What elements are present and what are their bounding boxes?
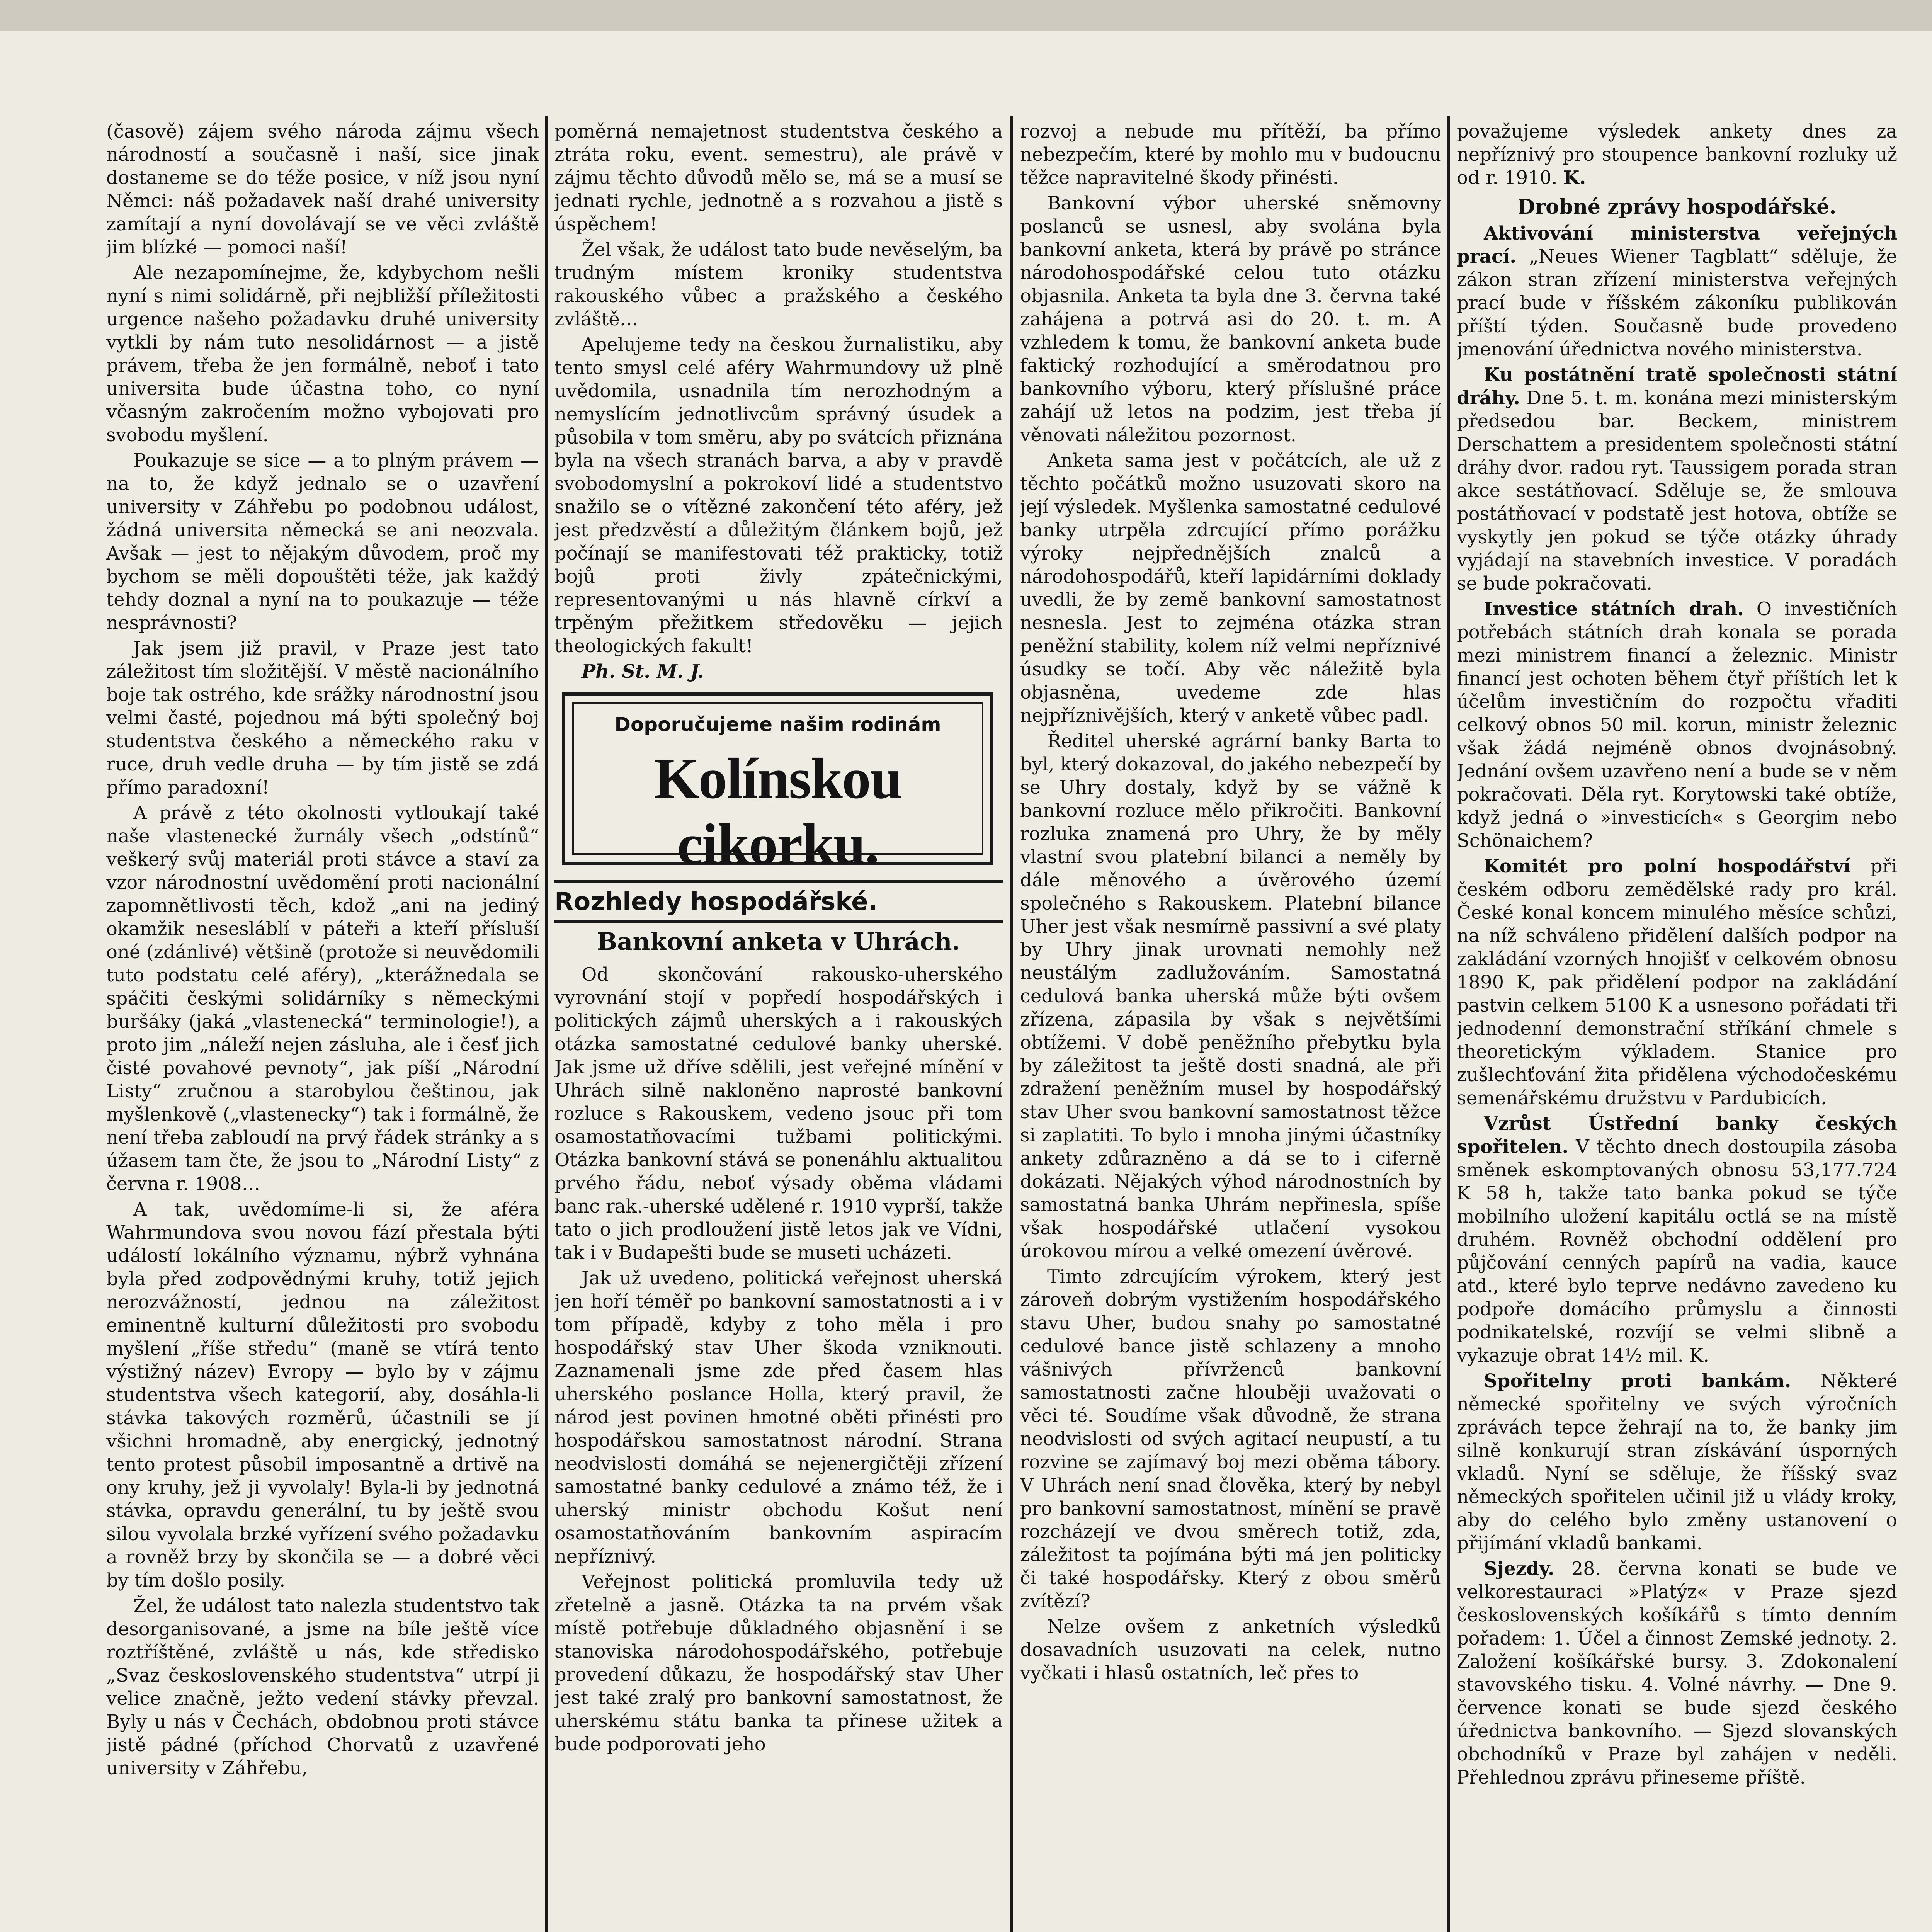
paragraph: rozvoj a nebude mu přítěží, ba přímo nebezpečím, které by mohlo mu v budoucnu těžce napravitelné škody přinésti.	[1020, 121, 1441, 189]
news-item-head: Komitét pro polní hospodářství	[1484, 855, 1851, 877]
paragraph: Apelujeme tedy na českou žurnalistiku, aby tento smysl celé aféry Wahrmundovy už plně uvědomila, usnadnila tím nerozhodným a nemyslícím jednotlivcům správný úsudek a působila v tom směru, aby po svátcích přiznána byla na všech stranách barva, a aby v pravdě svobodomyslní a pokrokoví lidé a studentstvo snažilo se o vítězné zakončení této aféry, jež jest předzvěstí a důležitým článkem bojů, jež počínají se manifestovati též prakticky, totiž bojů proti živly zpátečnickými, representovanými u nás hlavně církví a trpěným přežitkem středověku — jejich theologických fakult!	[554, 334, 1003, 657]
advertisement[interactable]	[562, 692, 993, 876]
news-item-text: při českém odboru zemědělské rady pro král. České konal koncem minulého měsíce schůzi, na níž schváleno přidělení dalších podpor na zakládání vzorných hnojišť v celkovém obnosu 1890 K, pak přidělení podpor na zakládání pastvin celkem 5100 K a usnesono pořádati tři jednodenní demonstrační stříkání chmele s theoretickým výkladem. Stanice pro zušlechťování žita přidělena východočeskému semenářskému družstvu v Pardubicích.	[1457, 855, 1897, 1109]
paragraph: poměrná nemajetnost studentstva českého a ztráta roku, event. semestru), ale právě v zájmu těchto důvodů mělo se, má se a musí se jednati rychle, jednotně a s rozvahou a jistě s úspěchem!	[554, 121, 1003, 235]
article-author: Ph. St. M. J.	[582, 661, 704, 682]
news-item-text: V těchto dnech dostoupila zásoba směnek eskomptovaných obnosu 53,177.724 K 58 h, takže tato banka pokud se týče mobilního uložení kapitálu octlá se na místě druhém. Rovněž obchodní oddělení pro půjčování cenných papírů na vadia, kauce atd., které bylo teprve nedávno zavedeno ku podpoře domácího průmyslu a činnosti podnikatelské, rozvíjí se velmi slibně a vykazuje obrat 14½ mil. K.	[1457, 1136, 1897, 1366]
column-rule	[1010, 116, 1013, 1932]
news-item	[1457, 363, 1897, 595]
news-item-text: Některé německé spořitelny ve svých výročních zprávách tepce žehrají na to, že banky jim silně konkurují stran získávání úsporných vkladů. Nyní se sděluje, že říšský svaz německých spořitelen učinil již u vlády kroky, aby do celého bylo změny ustanovení o přijímání vkladů bankami.	[1457, 1370, 1897, 1554]
section-title: Rozhledy hospodářské.	[554, 880, 1003, 923]
paragraph: Bankovní výbor uherské sněmovny poslanců se usnesl, aby svolána byla bankovní anketa, která by právě po stránce národohospodářské celou tuto otázku objasnila. Anketa ta byla dne 3. června také zahájena a potrvá asi do 20. t. m. A vzhledem k tomu, že bankovní anketa bude faktický rozhodující a směrodatnou pro bankovního výboru, který příslušné práce zahájí už letos na podzim, jest třeba jí věnovati náležitou pozornost.	[1020, 192, 1441, 446]
news-item	[1457, 1369, 1897, 1555]
ad-tagline: Doporučujeme našim rodinám	[614, 713, 941, 736]
paragraph: Jak už uvedeno, politická veřejnost uherská jen hoří téměř po bankovní samostatnosti a i v tom případě, kdyby z toho měla i pro hospodářský stav Uher škoda vzniknouti. Zaznamenali jsme zde před časem hlas uherského poslance Holla, který pravil, že národ jest povinen hmotné oběti přinésti pro hospodářskou samostatnost národní. Strana neodvislosti domáhá se nejenergičtěji zřízení samostatné banky cedulové a známo též, že i uherský ministr obchodu Košut není osamostatňováním bankovním aspiracím nepříznivý.	[554, 1267, 1003, 1567]
paragraph: Žel však, že událost tato bude nevěselým, ba trudným místem kroniky studentstva rakouského vůbec a pražského a českého zvláště…	[554, 239, 1003, 330]
news-item-head: Ku postátnění tratě společnosti státní dráhy.	[1457, 364, 1897, 409]
column-4	[1457, 120, 1897, 1932]
news-item-head: Investice státních drah.	[1484, 598, 1744, 620]
section-title: Drobné zprávy hospodářské.	[1517, 195, 1837, 219]
news-item	[1457, 1557, 1897, 1789]
advertisement-frame	[572, 702, 983, 855]
column-rule	[545, 116, 548, 1932]
paragraph: Poukazuje se sice — a to plným právem — na to, že když jednalo se o uzavření university v Záhřebu po podobnou událost, žádná universita německá se ani neozvala. Avšak — jest to nějakým důvodem, proč my bychom se měli dopouštěti téže, jak každý tehdy doznal a nyní na to poukazuje — téže nesprávnosti?	[106, 450, 539, 634]
paragraph: Timto zdrcujícím výrokem, který jest zároveň dobrým vystižením hospodářského stavu Uher, budou snahy po samostatné cedulové bance jistě schlazeny a mnoho vášnivých přívrženců bankovní samostatnosti začne hlouběji uvažovati o věci té. Soudíme však důvodně, že strana neodvislosti od svých agitací neupustí, a tu rozvine se zajímavý boj mezi oběma tábory. V Uhrách není snad člověka, který by nebyl pro bankovní samostatnost, mínění se pravě rozcházejí ve dvou směrech totiž, zda, záležitost ta pojímána býti má jen politicky či také hospodářsky. Který z obou směrů zvítězí?	[1020, 1266, 1441, 1612]
news-item-head: Aktivování ministerstva veřejných prací.	[1457, 223, 1897, 267]
paragraph: Anketa sama jest v počátcích, ale už z těchto počátků možno usuzovati skoro na její výsledek. Myšlenka samostatné cedulové banky utrpěla zdrcující přímo porážku výroky nejpřednějších znalců a národohospodářů, kteří lapidárními doklady uvedli, že by země bankovní samostatnost nesnesla. Jest to zejména otázka stran peněžní stability, kolem níž velmi nepříznivé úsudky se točí. Aby věc náležitě byla objasněna, uvedeme zde hlas nejpříznivějších, který v anketě vůbec padl.	[1020, 450, 1441, 726]
paragraph: Od skončování rakousko-uherského vyrovnání stojí v popředí hospodářských i politických zájmů uherských a i rakouských otázka samostatné cedulové banky uherské. Jak jsme už dříve sdělili, jest veřejné mínění v Uhrách silně nakloněno naprosté bankovní rozluce s Rakouskem, vedeno jsouc při tom osamostatňovacími tužbami politickými. Otázka bankovní stává se ponenáhlu aktualitou prvého řádu, neboť výsady oběma vládami banc rak.-uherské udělené r. 1910 vyprší, takže tato o jich prodloužení jistě letos jak ve Vídni, tak i v Budapešti bude se museti ucházeti.	[554, 964, 1003, 1264]
news-item-head: Vzrůst Ústřední banky českých spořitelen.	[1457, 1113, 1897, 1158]
news-item	[1457, 222, 1897, 361]
article-title: Bankovní anketa v Uhrách.	[597, 927, 961, 956]
paragraph: (časově) zájem svého národa zájmu všech národností a současně i naší, sice jinak dostaneme se do téže posice, v níž jsou nyní Němci: náš požadavek naší drahé university zamítají a nyní dovolávají se ve věci zvláště jim blízké — pomoci naší!	[106, 121, 539, 258]
paragraph: Žel, že událost tato nalezla studentstvo tak desorganisované, a jsme na bíle ještě více roztříštěné, zvláště u nás, kde středisko „Svaz československého studentstva“ utrpí ji velice značně, ježto vedení stávky převzal. Byly u nás v Čechách, obdobnou proti stávce jistě pádné (příchod Chorvatů z uzavřené university v Záhřebu,	[106, 1595, 539, 1779]
news-item-head: Sjezdy.	[1484, 1558, 1554, 1580]
column-1	[106, 120, 539, 1932]
column-rule	[1447, 116, 1450, 1932]
news-item-text: Dne 5. t. m. konána mezi ministerským předsedou bar. Beckem, ministrem Derschattem a presidentem společnosti státní dráhy dvor. radou ryt. Taussigem porada stran akce sestátňovací. Sděluje se, že smlouva postátňovací v podstatě jest hotova, obtíže se vyskytly jen pokud se týče otázky úhrady vyjádají na stavebních investice. V poradách se bude pokračovati.	[1457, 387, 1897, 594]
column-2	[554, 120, 1003, 1932]
news-item-text: „Neues Wiener Tagblatt“ sděluje, že zákon stran zřízení ministerstva veřejných prací bude v říšském zákoníku publikován příští týden. Současně bude provedeno jmenování úřednictva nového ministerstva.	[1457, 246, 1897, 360]
paragraph: A tak, uvědomíme-li si, že aféra Wahrmundova svou novou fází přestala býti událostí lokálního významu, nýbrž vyhnána byla před zodpovědnými kruhy, totiž jejich nerozvážností, jednou na záležitost eminentně kulturní důležitosti pro svobodu myšlení „říše středu“ (maně se vtírá tento výstižný název) Evropy — bylo by v zájmu studentstva všech kategorií, aby, dosáhla-li stávka takových rozměrů, účastnili se jí všichni hromadně, aby energický, jednotný tento protest působil imposantně a drtivě na ony kruhy, jež ji vyvolaly! Byla-li by jednotná stávka, opravdu generální, tu by ještě svou silou vyvolala brzké vyřízení svého požadavku a rovněž brzy by skončila se — a dobré věci by tím došlo posily.	[106, 1199, 539, 1591]
paragraph: A právě z této okolnosti vytloukají také naše vlastenecké žurnály všech „odstínů“ veškerý svůj materiál proti stávce a staví za vzor národnostní uvědomění proti nacionální zapomnětlivosti těch, kdož „ani na jediný okamžik nesesláblí v páteři a kteří přísluší oné (zdánlivé) většině (protože si neuvědomili tuto podstatu celé aféry), „kterážnedala se spáčiti českými solidárníky s německými buršáky (jaká „vlastenecká“ terminologie!), a proto jim „náleží nejen zásluha, ale i česť jich čisté povahové pevnoty“, jak píší „Národní Listy“ zručnou a starobylou češtinou, jak myšlenkově („vlastenecky“) tak i formálně, že není třeba zabloudí na prvý řádek stránky a s úžasem tam čte, že jsou to „Národní Listy“ z června r. 1908…	[106, 802, 539, 1195]
paragraph: Nelze ovšem z anketních výsledků dosavadních usuzovati na celek, nutno vyčkati i hlasů ostatních, leč přes to	[1020, 1616, 1441, 1684]
news-item-text: 28. června konati se bude ve velkorestauraci »Platýz« v Praze sjezd československých košíkářů s tímto denním pořadem: 1. Účel a činnost Zemské jednoty. 2. Založení košíkářské bursy. 3. Zdokonalení stavovského tisku. 4. Volné návrhy. — Dne 9. července konati se bude sjezd českého úřednictva bankovního. — Sjezd slovanských obchodníků v Praze byl zahájen v neděli. Přehlednou zprávu přineseme příště.	[1457, 1558, 1897, 1788]
author-sign: K.	[1563, 167, 1586, 189]
paragraph: Ale nezapomínejme, že, kdybychom nešli nyní s nimi solidárně, při nejbližší příležitosti urgence našeho požadavku druhé university vytkli by nám tuto nesolidárnost — a jistě právem, třeba že jen formálně, neboť i tato universita bude účastna toho, co nyní včasným zakročením možno vybojovati pro svobodu myšlení.	[106, 262, 539, 446]
top-margin	[0, 0, 1932, 31]
paragraph: Jak jsem již pravil, v Praze jest tato záležitost tím složitější. V městě nacionálního boje tak ostrého, kde srážky národnostní jsou velmi časté, pojednou má býti společný boj studentstva českého a německého raku v ruce, druh vedle druha — by tím jistě se zdá přímo paradoxní!	[106, 638, 539, 798]
news-item-head: Spořitelny proti bankám.	[1484, 1370, 1791, 1392]
news-item-text: O investičních potřebách státních drah konala se porada mezi ministrem financí a železnic. Ministr financí jest ochoten během čtyř příštích let k účelům investičním do rozpočtu vřaditi celkový obnos 50 mil. korun, ministr železnic však žádá nejméně obnos dvojnásobný. Jednání ovšem uzavřeno není a bude se v něm pokračovati. Děla ryt. Korytowski také obtíže, když jedná o »investicích« s Georgim nebo Schönaichem?	[1457, 598, 1897, 852]
paragraph	[1457, 120, 1897, 189]
paragraph: Veřejnost politická promluvila tedy už zřetelně a jasně. Otázka ta na prvém však místě potřebuje důkladného objasnění i se stanoviska národohospodářského, potřebuje provedení důkazu, že hospodářský stav Uher jest také zralý pro bankovní samostatnost, že uherskému státu banka ta přinese užitek a bude podporovati jeho	[554, 1571, 1003, 1755]
paragraph-text: považujeme výsledek ankety dnes za nepříznivý pro stoupence bankovní rozluky už od r. 1910.	[1457, 121, 1897, 189]
news-item	[1457, 855, 1897, 1110]
news-item	[1457, 597, 1897, 852]
paragraph: Ředitel uherské agrární banky Barta to byl, který dokazoval, do jakého nebezpečí by se Uhry dostaly, když by se vážně k bankovní rozluce mělo přikročiti. Bankovní rozluka znamená pro Uhry, že by měly vlastní svou platební bilanci a neměly by dále měnového a úvěrového území společného s Rakouskem. Platební bilance Uher jest však nesmírně passivní a své platy by Uhry jinak urovnati nemohly než neustálým zadlužováním. Samostatná cedulová banka uherská může býti ovšem zřízena, zápasila by však s největšími obtížemi. V době peněžního přebytku byla by záležitost ta ještě dosti snadná, ale při zdražení peněžním musel by hospodářský stav Uher svou bankovní samostatnost těžce si zaplatiti. To bylo i mnoha jinými účastníky ankety zdůrazněno a dá se to i ciferně dokázati. Nějakých výhod národnostních by samostatná banka Uhrám nepřinesla, spíše však hospodářské utlačení vysokou úrokovou mírou a velké omezení úvěrové.	[1020, 730, 1441, 1262]
news-item	[1457, 1112, 1897, 1367]
ad-product: Kolínskou cikorku.	[654, 747, 902, 876]
column-3	[1020, 120, 1441, 1932]
